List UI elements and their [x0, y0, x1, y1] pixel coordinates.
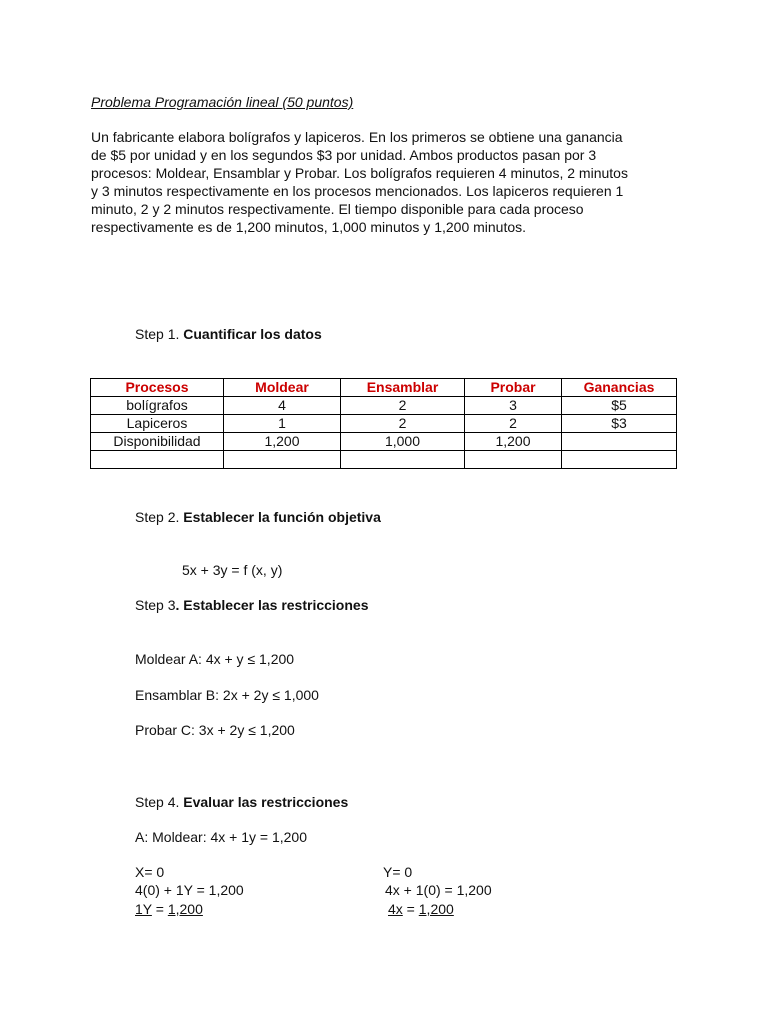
statement-line: procesos: Moldear, Ensamblar y Probar. Los bolígrafos requieren 4 minutos, 2 minutos [91, 165, 628, 181]
table-header-cell: Procesos [91, 379, 224, 397]
table-cell: 2 [341, 397, 465, 415]
table-cell: 1,200 [224, 433, 341, 451]
constraint-probar: Probar C: 3x + 2y ≤ 1,200 [135, 722, 295, 738]
table-cell [341, 451, 465, 469]
step-1-heading [135, 326, 322, 342]
step-3-label: . Establecer las restricciones [175, 597, 369, 613]
right-eval-line: Y= 0 [383, 864, 413, 880]
document-title: Problema Programación lineal (50 puntos) [91, 94, 354, 110]
right-result-equals: = [402, 901, 419, 917]
data-table [90, 378, 677, 469]
table-cell [562, 433, 677, 451]
step-3-heading [135, 597, 368, 613]
table-cell [91, 451, 224, 469]
table-cell [465, 451, 562, 469]
statement-line: minuto, 2 y 2 minutos respectivamente. El tiempo disponible para cada proceso [91, 201, 584, 217]
right-eval-line: 4x + 1(0) = 1,200 [385, 882, 492, 898]
table-row [91, 415, 677, 433]
table-cell: Disponibilidad [91, 433, 224, 451]
table-cell [562, 451, 677, 469]
left-eval-line: 4(0) + 1Y = 1,200 [135, 882, 244, 898]
step-4-heading [135, 794, 348, 810]
right-result-term: 4x [388, 901, 403, 917]
constraint-ensamblar: Ensamblar B: 2x + 2y ≤ 1,000 [135, 687, 319, 703]
right-eval-result [388, 901, 454, 917]
table-row [91, 397, 677, 415]
step-2-label: Establecer la función objetiva [183, 509, 381, 525]
table-header-cell: Ganancias [562, 379, 677, 397]
table-cell: 2 [341, 415, 465, 433]
table-header-cell: Moldear [224, 379, 341, 397]
left-eval-result [135, 901, 203, 917]
left-result-term: 1Y [135, 901, 152, 917]
statement-line: respectivamente es de 1,200 minutos, 1,000 minutos y 1,200 minutos. [91, 219, 527, 235]
step-4-prefix: Step 4. [135, 794, 184, 810]
statement-line: y 3 minutos respectivamente en los procesos mencionados. Los lapiceros requieren 1 [91, 183, 624, 199]
table-header-cell: Ensamblar [341, 379, 465, 397]
right-result-value: 1,200 [418, 901, 454, 917]
objective-function: 5x + 3y = f (x, y) [182, 562, 283, 578]
table-cell: 4 [224, 397, 341, 415]
left-result-value: 1,200 [167, 901, 203, 917]
table-header-cell: Probar [465, 379, 562, 397]
statement-line: Un fabricante elabora bolígrafos y lapiceros. En los primeros se obtiene una ganancia [91, 129, 623, 145]
statement-line: de $5 por unidad y en los segundos $3 por unidad. Ambos productos pasan por 3 [91, 147, 597, 163]
table-cell: bolígrafos [91, 397, 224, 415]
step-1-label: Cuantificar los datos [183, 326, 322, 342]
step-2-heading [135, 509, 381, 525]
table-cell: 2 [465, 415, 562, 433]
table-cell: 1,200 [465, 433, 562, 451]
table-cell: 3 [465, 397, 562, 415]
left-result-equals: = [151, 901, 168, 917]
table-cell: $5 [562, 397, 677, 415]
step-4-label: Evaluar las restricciones [183, 794, 349, 810]
constraint-moldear: Moldear A: 4x + y ≤ 1,200 [135, 651, 295, 667]
step-3-prefix: Step 3 [135, 597, 176, 613]
step-1-prefix: Step 1. [135, 326, 184, 342]
evaluation-heading: A: Moldear: 4x + 1y = 1,200 [135, 829, 307, 845]
table-row [91, 433, 677, 451]
table-row-empty [91, 451, 677, 469]
table-cell: $3 [562, 415, 677, 433]
table-header-row [91, 379, 677, 397]
step-2-prefix: Step 2. [135, 509, 184, 525]
problem-statement [91, 128, 691, 236]
left-eval-line: X= 0 [135, 864, 165, 880]
table-cell: 1,000 [341, 433, 465, 451]
table-cell: 1 [224, 415, 341, 433]
table-cell: Lapiceros [91, 415, 224, 433]
table-cell [224, 451, 341, 469]
